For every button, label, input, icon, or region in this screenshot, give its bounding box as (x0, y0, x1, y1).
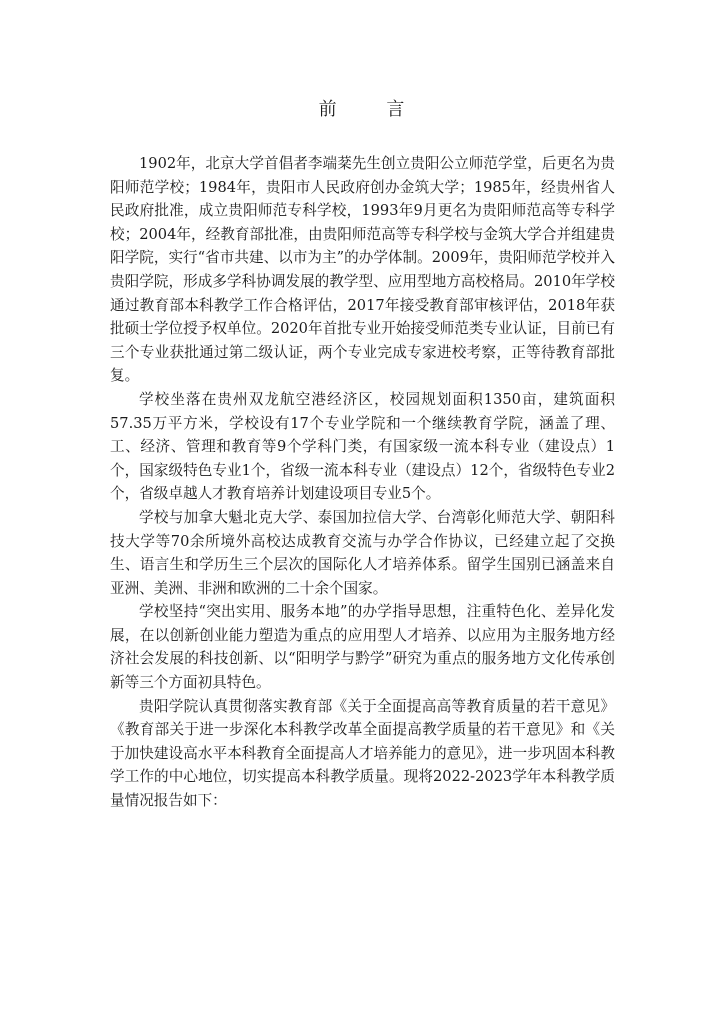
paragraph-report-intro: 贵阳学院认真贯彻落实教育部《关于全面提高高等教育质量的若干意见》《教育部关于进一步深化本科教学改革全面提高教学质量的若干意见》和《关于加快建设高水平本科教育全面提高人才培养能力的意见》，进一步巩固本科教学工作的中心地位，切实提高本科教学质量。现将2022-2023学年本科教学质量情况报告如下： (110, 697, 615, 810)
paragraph-campus: 学校坐落在贵州双龙航空港经济区，校园规划面积1350亩，建筑面积57.35万平方米，学校设有17个专业学院和一个继续教育学院，涵盖了理、工、经济、管理和教育等9个学科门类，有国家级一流本科专业（建设点）1个，国家级特色专业1个，省级一流本科专业（建设点）12个，省级特色专业2个，省级卓越人才教育培养计划建设项目专业5个。 (110, 390, 615, 503)
document-body (110, 152, 615, 813)
page-title: 前 言 (318, 99, 427, 120)
paragraph-history: 1902年，北京大学首倡者李端棻先生创立贵阳公立师范学堂，后更名为贵阳师范学校；1984年，贵阳市人民政府创办金筑大学；1985年，经贵州省人民政府批准，成立贵阳师范专科学校，1993年9月更名为贵阳师范高等专科学校；2004年，经教育部批准，由贵阳师范高等专科学校与金筑大学合并组建贵阳学院，实行“省市共建、以市为主”的办学体制。2009年，贵阳师范学校并入贵阳学院，形成多学科协调发展的教学型、应用型地方高校格局。2010年学校通过教育部本科教学工作合格评估，2017年接受教育部审核评估，2018年获批硕士学位授予权单位。2020年首批专业开始接受师范类专业认证，目前已有三个专业获批通过第二级认证，两个专业完成专家进校考察，正等待教育部批复。 (110, 155, 615, 385)
paragraph-philosophy: 学校坚持“突出实用、服务本地”的办学指导思想，注重特色化、差异化发展，在以创新创业能力塑造为重点的应用型人才培养、以应用为主服务地方经济社会发展的科技创新、以“阳明学与黔学”研究为重点的服务地方文化传承创新等三个方面初具特色。 (110, 603, 615, 692)
paragraph-international: 学校与加拿大魁北克大学、泰国加拉信大学、台湾彰化师范大学、朝阳科技大学等70余所境外高校达成教育交流与办学合作协议，已经建立起了交换生、语言生和学历生三个层次的国际化人才培养体系。留学生国别已涵盖来自亚洲、美洲、非洲和欧洲的二十余个国家。 (110, 508, 615, 597)
